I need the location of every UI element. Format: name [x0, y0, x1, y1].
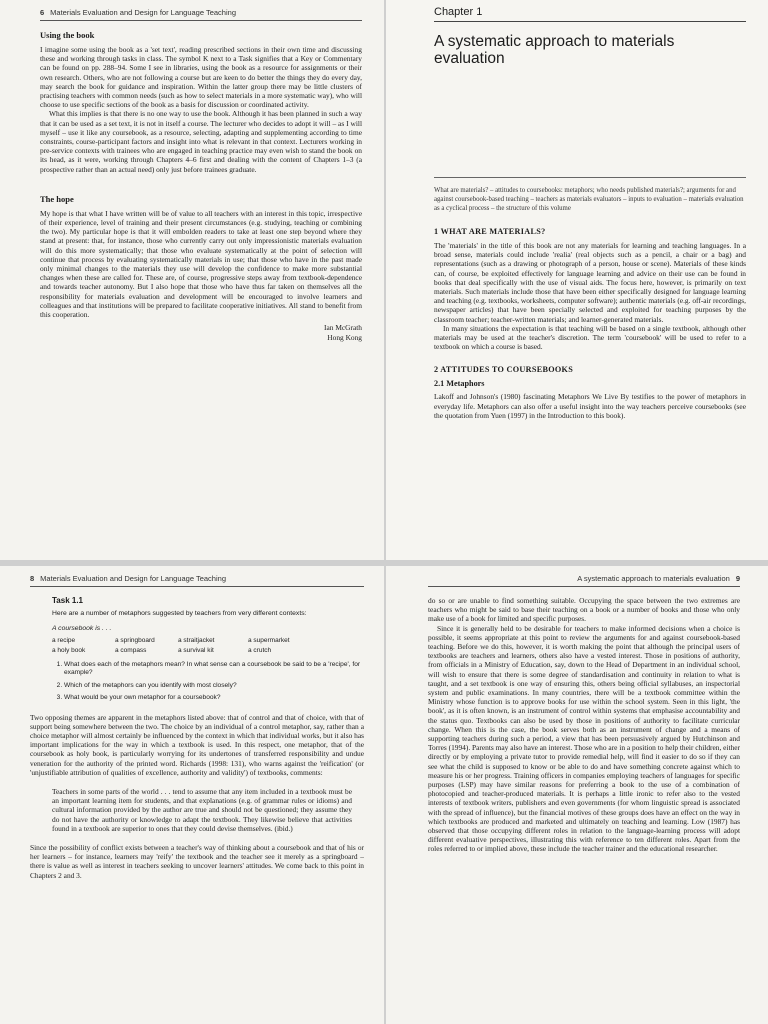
metaphor-item: a holy book — [52, 646, 86, 654]
metaphor-grid — [52, 637, 364, 654]
chapter-synopsis: What are materials? – attitudes to coursebooks: metaphors; who needs published materials?; arguments for and against coursebook-based teaching – teachers as materials evaluators – inputs to evaluation – materials evaluation as a cyclical process – the structure of this volume — [434, 187, 744, 212]
metaphor-item: a compass — [115, 646, 147, 654]
metaphor-item: a springboard — [115, 636, 155, 644]
body-paragraph: I imagine some using the book as a 'set text', reading prescribed sections in their own time and discussing these and working through tasks in class. The symbol K next to a Task signifies that a Key or Commentary can be found on pp. 288–94. Some I see in libraries, using the book as a resource for assignments or their own research. Others, who are not following a course but are keen to do better the things they do every day, may search the book for guidance and inspiration. Within the latter group there may be little clusters of practising teachers with common needs (such as how to select materials in a more systematic way), who will choose to use specific sections of the book as a basis for discussion or coordinated activity. — [40, 45, 362, 110]
page-chapter-opener — [386, 0, 768, 560]
running-head-title: Materials Evaluation and Design for Language Teaching — [50, 8, 236, 17]
metaphor-item: a crutch — [248, 646, 272, 654]
the-hope-heading: The hope — [40, 193, 74, 204]
section-heading: 2 ATTITUDES TO COURSEBOOKS — [434, 365, 574, 375]
page-6 — [0, 0, 384, 560]
running-head — [428, 574, 740, 587]
running-head-title: A systematic approach to materials evaluation — [577, 574, 730, 583]
body-paragraph: Since it is generally held to be desirable for teachers to make informed decisions when a choice is possible, it seems appropriate at this point to review the arguments for and against coursebook-based teaching. Before we do this, however, it is worth making the point that although the principal users of textbooks are teachers and learners, others also have a vested interest. Those in positions of authority, from officials in a Ministry of Education, say, down to the Head of Department in an individual school, will wish to ensure that there is some degree of standardisation and continuity in relation to what is taught, and a set textbook is one way of ensuring this, others being official syllabuses, an inspectorial system and public examinations. In many countries, there will be a textbook committee within the Ministry whose function is to approve books for use within the school system. Seen in this light, 'the book', as it is often known, is an instrument of control within systems that emphasise accountability and the status quo. Textbooks can also be used by those in positions of authority to facilitate curricular change. When this is the case, the book serves both as an instrument of change and a means of supporting teachers during such a period, a view that has been persuasively argued by Hutchinson and Torres (1994). Parents may also have an interest. Those who are in a position to help their children, either directly or by employing a private tutor to provide remedial help, will find it easier to do so if they can see what the child is supposed to know or be able to do and have something concrete against which to measure his or her progress. Training officers in companies employing teachers of languages for specific purposes (LSP) may have similar reasons for preferring a book to the use of a combination of photocopied and teacher-produced materials. It is perhaps a little ironic to refer also to the vested interests of textbook writers, publishers and even governments (for whom linguistic spread is associated with the spread of influence), but the financial motives of these groups does have an effect on the way in which textbooks are produced and marketed and ultimately on teaching and learning. Low (1987) has observed that those occupying different roles in relation to the language-learning process will adopt different evaluative perspectives, illustrating this with reference to ten different roles. Apart from the roles referred to or implied above, these include the teacher trainer and the educational researcher. — [428, 623, 740, 854]
body-paragraph: What this implies is that there is no one way to use the book. Although it has been planned in such a way that it can be used as a set text, it is not in itself a course. The lecturer who decides to adopt it will – as I will myself – use it like any coursebook, as a resource, selecting, adapting and supplementing according to time constraints, course-participant factors and insight into what is relevant in that context. Lecturers working in pre-service contexts with trainees who are engaged in teaching practice may even wish to stand the book on its head, as it were, working through Chapters 4–6 first and dealing with the content of Chapters 1–3 (a prospective rather than an actual need) only just before trainees graduate. — [40, 109, 362, 174]
page-number: 9 — [735, 574, 740, 583]
author-signature — [40, 323, 362, 342]
using-the-book-heading: Using the book — [40, 30, 95, 40]
body-paragraph: The 'materials' in the title of this book are not any materials for learning and teaching languages. In a broad sense, materials could include 'realia' (real objects such as a pencil, a chair or a bag) and representations (such as a drawing or photograph of a person, house or scene). Materials of these kinds can, of course, be exploited effectively for language learning and advice on their use can be found in books that deal specifically with the use of visual aids. The focus here, however, is primarily on text materials. Such materials include those that have been either specifically designed for language learning and teaching (e.g. textbooks, worksheets, computer software); authentic materials (e.g. off-air recordings, newspaper articles) that have been specially selected and exploited for teaching purposes by the classroom teacher; teacher-written materials; and learner-generated materials. — [434, 241, 746, 324]
metaphor-item: a survival kit — [178, 646, 214, 654]
divider — [434, 177, 746, 178]
page-8 — [0, 566, 384, 1024]
block-quote: Teachers in some parts of the world . . . tend to assume that any item included in a textbook must be an important learning item for students, and that explanations (e.g. of grammar rules or idioms) and cultural information provided by the author are true and should not be questioned; they assume they do not have the authority or knowledge to adapt the textbook. They likewise believe that activities found in a textbook are superior to ones that they could devise themselves. (ibid.) — [52, 786, 352, 833]
task-questions — [52, 661, 364, 703]
chapter-label: Chapter 1 — [434, 6, 746, 22]
task-question: 1. What does each of the metaphors mean? In what sense can a coursebook be said to be a 'recipe', for example? — [64, 661, 364, 678]
running-head — [40, 8, 362, 21]
task-question: 3. What would be your own metaphor for a coursebook? — [64, 694, 364, 703]
author-name: Ian McGrath — [324, 323, 362, 333]
metaphor-item: a supermarket — [248, 636, 290, 644]
task-intro: Here are a number of metaphors suggested by teachers from very different contexts: — [52, 610, 307, 617]
page-number: 8 — [30, 574, 35, 583]
section-heading: 1 WHAT ARE MATERIALS? — [434, 227, 546, 236]
task-title: Task 1.1 — [52, 596, 83, 605]
body-paragraph: Lakoff and Johnson's (1980) fascinating Metaphors We Live By testifies to the power of metaphors in everyday life. Metaphors can also offer a useful insight into the way teachers perceive coursebooks (see the quotation from Yuen (1997) in the Introduction to this book). — [434, 392, 746, 420]
body-paragraph: do so or are unable to find something suitable. Occupying the space between the two extremes are teachers who might be said to base their teaching on a book or a number of books and those who only make use of a book for limited and specific purposes. — [428, 596, 740, 624]
author-location: Hong Kong — [327, 332, 362, 342]
task-question: 2. Which of the metaphors can you identify with most closely? — [64, 682, 364, 691]
metaphor-item: a straitjacket — [178, 636, 215, 644]
running-head — [30, 574, 364, 587]
task-lead: A coursebook is . . . — [52, 624, 112, 632]
chapter-title: A systematic approach to materials evaluation — [434, 33, 675, 67]
subsection-heading: 2.1 Metaphors — [434, 379, 485, 389]
running-head-title: Materials Evaluation and Design for Language Teaching — [40, 574, 226, 583]
body-paragraph: Two opposing themes are apparent in the metaphors listed above: that of control and that of choice, with that of support being somewhere between the two. The choice by an individual of a control metaphor, say, rather than a choice metaphor will almost certainly be influenced by the context in which that individual works, but it also has important implications for the way in which a textbook is used. In this respect, one metaphor, that of the coursebook as holy book, is particularly worrying for its undertones of transferred responsibility and undue veneration for the authority of the printed word. Richards (1998: 131), who warns against the 'reification' (or 'unjustifiable attribution of qualities of excellence, authority and validity') of textbooks, comments: — [30, 712, 364, 777]
body-paragraph: My hope is that what I have written will be of value to all teachers with an interest in this topic, irrespective of their experience, level of training and their present circumstances (e.g. studying, teaching or combining the two). My particular hope is that it will embolden readers to take at least one step beyond where they stand at present: that, for instance, those who currently carry out only impressionistic materials evaluation will do this more systematically; that those who evaluate systematically at the point of selection will continue that process by evaluating systematically materials in use; that those who have in the past made only minimal changes to the materials they use will develop the confidence to make more substantial changes when these are called for. These are, of course, progressive steps away from textbook-dependence and towards teacher autonomy. But I also hope that those who have thus far taken on themselves all the responsibility for materials evaluation and development will be encouraged to involve learners and colleagues and that institutions will be prepared to facilitate cooperative initiatives. All stand to benefit from this cooperation. — [40, 208, 362, 320]
metaphor-item: a recipe — [52, 636, 76, 644]
page-number: 6 — [40, 8, 45, 17]
body-paragraph: Since the possibility of conflict exists between a teacher's way of thinking about a coursebook and that of his or her learners – for instance, learners may 'reify' the textbook and the teacher see it merely as a springboard – there is value as well as interest in teachers seeking to uncover learners' attitudes. We come back to this point in Chapters 2 and 3. — [30, 842, 364, 880]
body-paragraph: In many situations the expectation is that teaching will be based on a single textbook, although other materials may be used at the teacher's discretion. The term 'coursebook' will be used to refer to a textbook on which a course is based. — [434, 323, 746, 352]
page-9 — [386, 566, 768, 1024]
